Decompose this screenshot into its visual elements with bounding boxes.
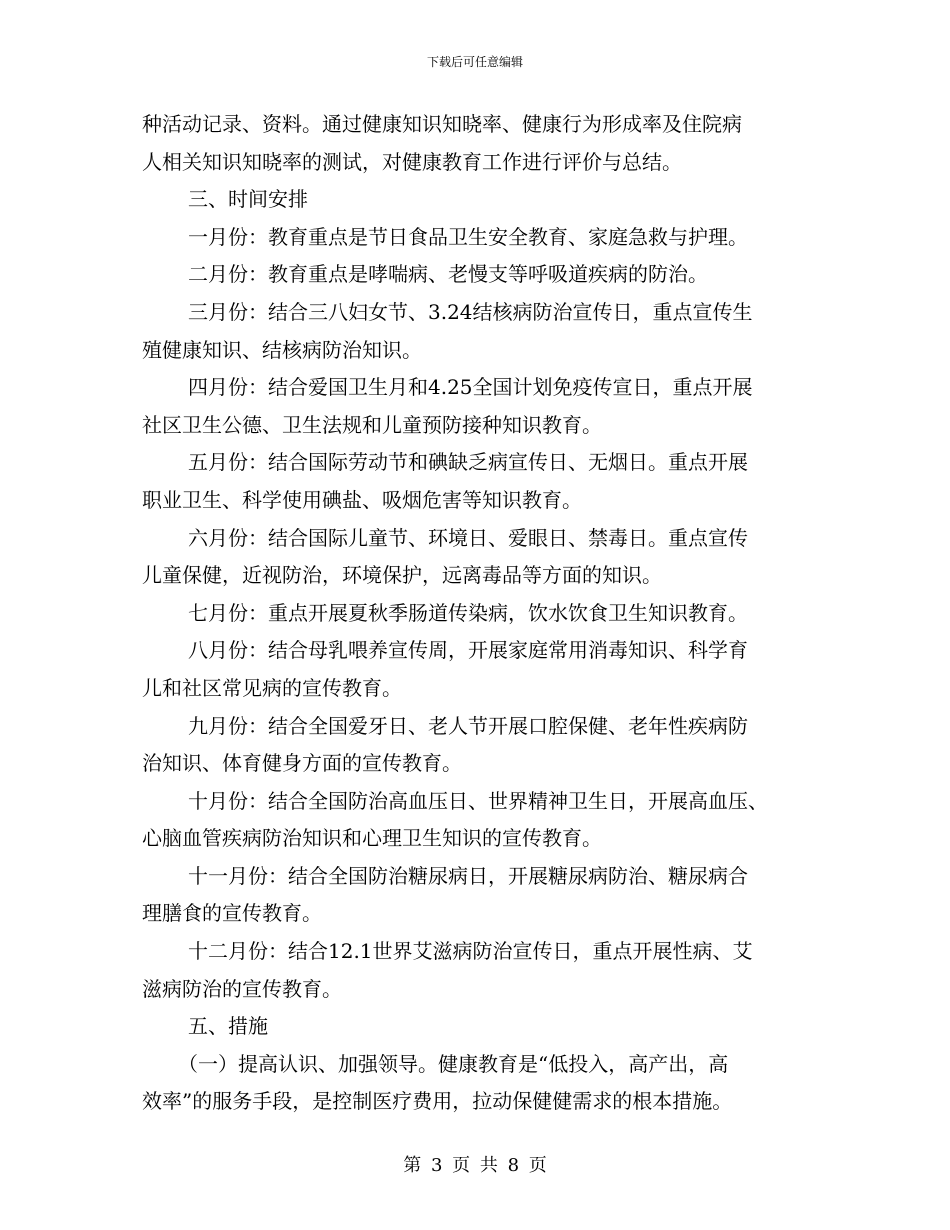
page-header: 下载后可任意编辑 <box>426 55 523 69</box>
text-line: 效率”的服务手段，是控制医疗费用，拉动保健健需求的根本措施。 <box>142 1089 733 1114</box>
text-line: 七月份：重点开展夏秋季肠道传染病，饮水饮食卫生知识教育。 <box>188 600 748 625</box>
text-line: （一）提高认识、加强领导。健康教育是“低投入，高产出，高 <box>178 1051 729 1076</box>
text-line: 五月份：结合国际劳动节和碘缺乏病宣传日、无烟日。重点开展 <box>188 450 748 475</box>
text-line: 职业卫生、科学使用碘盐、吸烟危害等知识教育。 <box>142 487 582 512</box>
text-line: 滋病防治的宣传教育。 <box>142 976 342 1001</box>
text-line: 儿童保健，近视防治，环境保护，远离毒品等方面的知识。 <box>142 563 662 588</box>
text-line: 人相关知识知晓率的测试，对健康教育工作进行评价与总结。 <box>142 149 682 174</box>
page-footer: 第 3 页 共 8 页 <box>403 1155 547 1176</box>
section-heading-measures: 五、措施 <box>188 1014 268 1039</box>
text-line: 儿和社区常见病的宣传教育。 <box>142 675 402 700</box>
text-line: 十一月份：结合全国防治糖尿病日，开展糖尿病防治、糖尿病合 <box>188 863 748 888</box>
text-line: 一月份：教育重点是节日食品卫生安全教育、家庭急救与护理。 <box>188 224 748 249</box>
text-line: 三月份：结合三八妇女节、3.24结核病防治宣传日，重点宣传生 <box>188 299 753 324</box>
text-line: 种活动记录、资料。通过健康知识知晓率、健康行为形成率及住院病 <box>142 112 742 136</box>
text-line: 二月份：教育重点是哮喘病、老慢支等呼吸道疾病的防治。 <box>188 262 708 287</box>
text-line: 社区卫生公德、卫生法规和儿童预防接种知识教育。 <box>142 412 602 437</box>
text-line: 十月份：结合全国防治高血压日、世界精神卫生日，开展高血压、 <box>188 788 768 813</box>
text-line: 心脑血管疾病防治知识和心理卫生知识的宣传教育。 <box>142 826 602 851</box>
text-line: 九月份：结合全国爱牙日、老人节开展口腔保健、老年性疾病防 <box>188 713 748 738</box>
text-line: 八月份：结合母乳喂养宣传周，开展家庭常用消毒知识、科学育 <box>188 638 748 663</box>
text-line: 治知识、体育健身方面的宣传教育。 <box>142 751 462 776</box>
document-body <box>142 106 808 1121</box>
text-line: 殖健康知识、结核病防治知识。 <box>142 337 422 362</box>
text-line: 四月份：结合爱国卫生月和4.25全国计划免疫传宣日，重点开展 <box>188 375 753 400</box>
text-line: 十二月份：结合12.1世界艾滋病防治宣传日，重点开展性病、艾 <box>188 939 753 964</box>
text-line: 六月份：结合国际儿童节、环境日、爱眼日、禁毒日。重点宣传 <box>188 525 748 550</box>
text-line: 理膳食的宣传教育。 <box>142 901 322 926</box>
section-heading-schedule: 三、时间安排 <box>188 187 308 212</box>
